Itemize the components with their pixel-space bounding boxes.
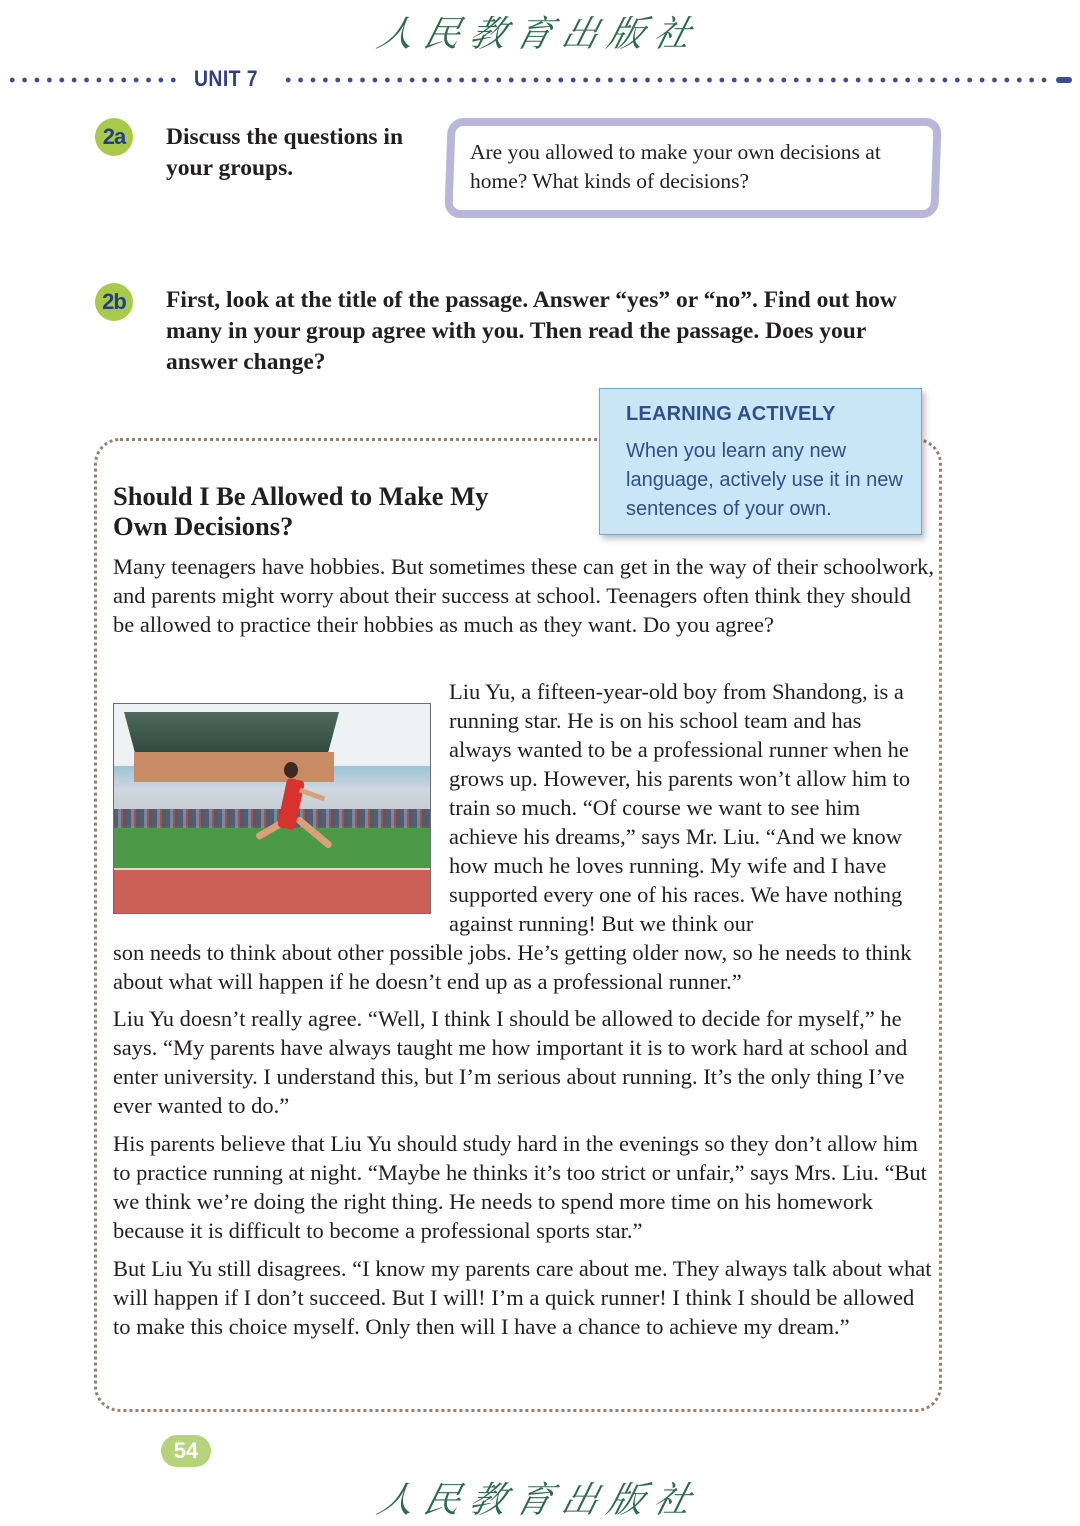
passage-paragraph-4: But Liu Yu still disagrees. “I know my parents care about me. They always talk about what will happen if I don’t succeed. But I will! I’m a quick runner! I think I should be allowed to make this choice myself. Only then will I have a chance to achieve my dream.” bbox=[113, 1256, 932, 1339]
activity-2b-instruction: First, look at the title of the passage. Answer “yes” or “no”. Find out how many in your group agree with you. Then read the passage. Does your answer change? bbox=[166, 287, 897, 375]
page-number-badge: 54 bbox=[161, 1435, 211, 1467]
publisher-logo-top: 人民教育出版社 bbox=[373, 14, 706, 55]
dotted-rule-left bbox=[6, 77, 178, 83]
activity-badge-2a: 2a bbox=[95, 118, 133, 156]
passage-paragraph-3: His parents believe that Liu Yu should study hard in the evenings so they don’t allow him to practice running at night. “Maybe he thinks it’s too strict or unfair,” says Mrs. Liu. “But we think we’re doing the right thing. He needs to spend more time on his homework because it is difficult to become a professional sports star.” bbox=[113, 1131, 927, 1243]
photo-track bbox=[114, 868, 430, 914]
activity-2a-instruction: Discuss the questions in your groups. bbox=[166, 124, 404, 181]
dotted-rule-right bbox=[282, 77, 1050, 83]
passage-paragraph-1-continued: son needs to think about other possible jobs. He’s getting older now, so he needs to think about what will happen if he doesn’t end up as a professional runner.” bbox=[113, 940, 912, 994]
tip-body: When you learn any new language, actively use it in new sentences of your own. bbox=[626, 440, 903, 520]
passage-paragraph-2: Liu Yu doesn’t really agree. “Well, I think I should be allowed to decide for myself,” he says. “My parents have always taught me how important it is to work hard at school and enter university. I understand this, but I’m serious about running. It’s the only thing I’ve ever wanted to do.” bbox=[113, 1006, 908, 1118]
photo-stadium-roof bbox=[124, 712, 339, 752]
learning-tip-box bbox=[599, 388, 922, 535]
publisher-logo-bottom: 人民教育出版社 bbox=[373, 1480, 706, 1521]
photo-stadium-building bbox=[134, 752, 334, 782]
tip-title: LEARNING ACTIVELY bbox=[626, 403, 836, 425]
passage-title: Should I Be Allowed to Make My Own Decisions? bbox=[113, 481, 489, 541]
runner-photo bbox=[113, 703, 431, 914]
passage-paragraph-1: Liu Yu, a fifteen-year-old boy from Shandong, is a running star. He is on his school team and has always wanted to be a professional runner when he grows up. However, his parents won’t allow him to train so much. “Of course we want to see him achieve his dreams,” says Mr. Liu. “And we know how much he loves running. My wife and I have supported every one of his races. We have nothing against running! But we think our bbox=[449, 679, 911, 936]
unit-label: UNIT 7 bbox=[194, 66, 258, 91]
dotted-rule-end-cap bbox=[1056, 77, 1072, 83]
unit-header bbox=[6, 68, 1076, 92]
photo-grass bbox=[114, 828, 430, 868]
photo-runner-head bbox=[284, 762, 298, 778]
activity-badge-2b: 2b bbox=[95, 283, 133, 321]
speech-bubble-text: Are you allowed to make your own decisions at home? What kinds of decisions? bbox=[470, 140, 881, 193]
passage-intro: Many teenagers have hobbies. But sometimes these can get in the way of their schoolwork, and parents might worry about their success at school. Teenagers often think they should be allowed to practice their hobbies as much as they want. Do you agree? bbox=[113, 554, 935, 637]
